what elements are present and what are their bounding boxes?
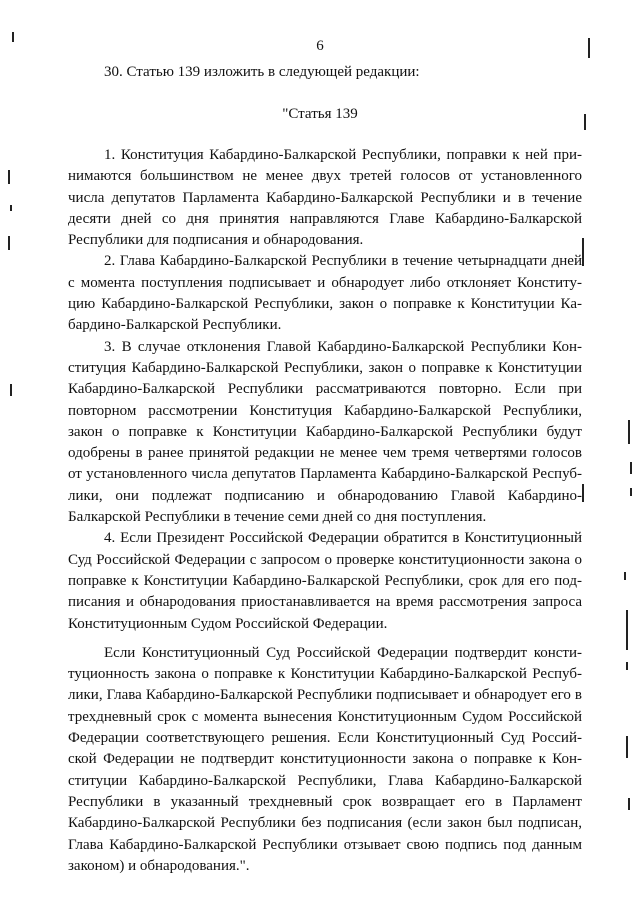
- scan-mark: [10, 205, 12, 211]
- scan-mark: [628, 420, 630, 444]
- scan-mark: [584, 114, 586, 130]
- scan-mark: [8, 236, 10, 250]
- scan-mark: [630, 488, 632, 496]
- scan-mark: [10, 384, 12, 396]
- paragraph-5: Если Конституционный Суд Российской Федерации подтвердит конституционность закона о поправке к Конституции Кабардино-Балкарской Республики, Глава Кабардино-Балкарской Республики подписывает и обнародует его в трехдневный срок с момента вынесения Конституционным Судом Российской Федерации соответствующего решения. Если Конституционный Суд Российской Федерации не подтвердит конституционности закона о поправке к Конституции Кабардино-Балкарской Республики, Глава Кабардино-Балкарской Республики в указанный трехдневный срок возвращает его в Парламент Кабардино-Балкарской Республики без подписания (если закон был подписан, Глава Кабардино-Балкарской Республики отзывает свою подпись под данным законом) и обнародования.".: [68, 644, 582, 874]
- scan-mark: [626, 736, 628, 758]
- scan-mark: [582, 238, 584, 266]
- scan-mark: [12, 32, 14, 42]
- paragraph-2: 2. Глава Кабардино-Балкарской Республики в течение четырнадцати дней с момента поступления подписывает и обнародует либо отклоняет Конституцию Кабардино-Балкарской Республики, закон о поправке к Конституции Кабардино-Балкарской Республики.: [68, 253, 582, 334]
- scan-mark: [588, 38, 590, 58]
- scan-mark: [628, 798, 630, 810]
- scan-mark: [626, 610, 628, 650]
- paragraph-4: 4. Если Президент Российской Федерации обратится в Конституционный Суд Российской Федерации с запросом о проверке конституционности закона о поправке к Конституции Кабардино-Балкарской Республики, срок для его подписания и обнародования приостанавливается на время рассмотрения запроса Конституционным Судом Российской Федерации.: [68, 530, 582, 632]
- page-number: 6: [316, 38, 324, 54]
- scan-mark: [624, 572, 626, 580]
- paragraph-1: 1. Конституция Кабардино-Балкарской Республики, поправки к ней принимаются большинством не менее двух третей голосов от установленного числа депутатов Парламента Кабардино-Балкарской Республики и в течение десяти дней со дня принятия направляются Главе Кабардино-Балкарской Республики для подписания и обнародования.: [68, 147, 582, 249]
- scan-mark: [582, 484, 584, 502]
- article-title: "Статья 139: [282, 106, 358, 122]
- scan-mark: [630, 462, 632, 474]
- paragraph-3: 3. В случае отклонения Главой Кабардино-Балкарской Республики Конституция Кабардино-Балкарской Республики, закон о поправке к Конституции Кабардино-Балкарской Республики рассматриваются повторно. Если при повторном рассмотрении Конституция Кабардино-Балкарской Республики, закон о поправке к Конституции Кабардино-Балкарской Республики будут одобрены в ранее принятой редакции не менее чем тремя четвертями голосов от установленного числа депутатов Парламента Кабардино-Балкарской Республики, они подлежат подписанию и обнародованию Главой Кабардино-Балкарской Республики в течение семи дней со дня поступления.: [68, 338, 582, 526]
- amendment-intro: 30. Статью 139 изложить в следующей редакции:: [104, 64, 420, 80]
- article-body: [68, 145, 582, 877]
- scan-mark: [626, 662, 628, 670]
- scan-mark: [8, 170, 10, 184]
